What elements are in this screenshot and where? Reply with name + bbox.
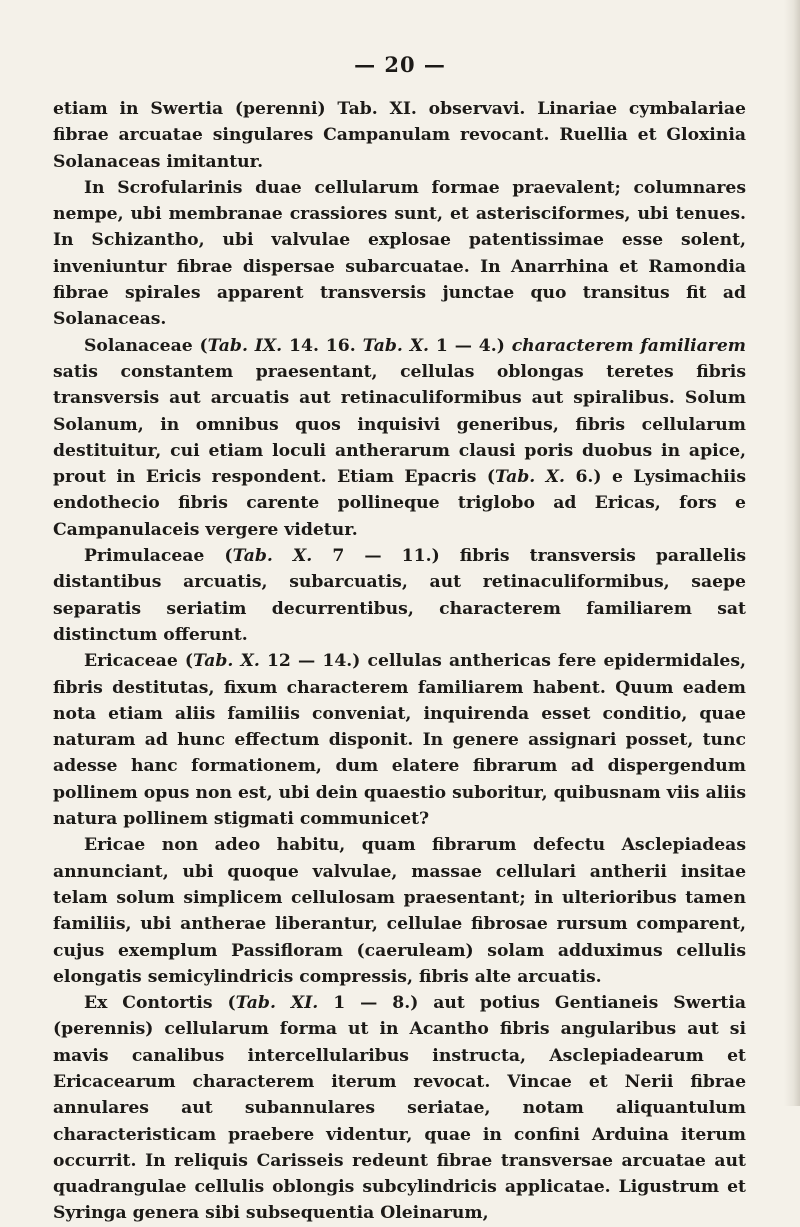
text-run: 14. 16. xyxy=(282,335,363,356)
text-run: Solanaceae ( xyxy=(84,335,208,356)
text-run: Primulaceae ( xyxy=(84,546,233,567)
page-number-header: — 20 — xyxy=(354,52,446,77)
page-edge-shadow xyxy=(784,0,800,1106)
italic-reference: characterem familiarem xyxy=(511,335,746,356)
paragraph xyxy=(53,990,746,1227)
text-run: satis constantem praesentant, cellulas oblongas teretes fibris transversis aut arcuatis aut retinaculiformibus aut spiralibus. Solum Solanum, in omnibus quos inquisivi generibus, fibris cellularum destituitur, cui etiam loculi antherarum clausi poris duobus in apice, prout in Ericis respondent. Etiam Epacris ( xyxy=(53,361,746,488)
text-run: etiam in Swertia (perenni) Tab. XI. observavi. Linariae cymbalariae fibrae arcuatae singulares Campanulam revocant. Ruellia et Gloxinia Solanaceas imitantur. xyxy=(53,99,746,172)
paragraph xyxy=(53,648,746,832)
text-run: 1 — 8.) aut potius Gentianeis Swertia (perennis) cellularum forma ut in Acantho fibris angularibus aut si mavis canalibus intercellularibus instructa, Asclepiadearum et Ericacearum characterem iterum revocat. Vincae et Nerii fibrae annulares aut subannulares seriatae, notam aliquantulum characteristicam praebere videntur, quae in confini Arduina iterum occurrit. In reliquis Carisseis redeunt fibrae transversae arcuatae aut quadrangulae cellulis oblongis subcylindricis applicatae. Ligustrum et Syringa genera sibi subsequentia Oleinarum, xyxy=(53,993,746,1224)
paragraph xyxy=(53,96,746,175)
italic-reference: Tab. X. xyxy=(362,335,430,356)
text-run: 12 — 14.) cellulas anthericas fere epidermidales, fibris destitutas, fixum characterem familiarem habent. Quum eadem nota etiam aliis familiis conveniat, inquirenda esset conditio, quae naturam ad hunc effectum disponit. In genere assignari posset, tunc adesse hanc formationem, dum elatere fibrarum ad dispergendum pollinem opus non est, ubi dein quaestio suboritur, quibusnam viis aliis natura pollinem stigmati communicet? xyxy=(53,651,746,830)
italic-reference: Tab. X. xyxy=(232,546,313,567)
text-run: 6.) e Lysimachiis endothecio fibris carente pollineque triglobo ad Ericas, fors e Campanulaceis vergere videtur. xyxy=(53,467,747,540)
text-run: Ericaceae ( xyxy=(84,651,194,672)
paragraph xyxy=(53,333,746,543)
body-text xyxy=(53,96,746,1227)
text-run: Ex Contortis ( xyxy=(84,993,236,1014)
text-run: In Scrofularinis duae cellularum formae praevalent; columnares nempe, ubi membranae crassiores sunt, et asterisciformes, ubi tenues. In Schizantho, ubi valvulae explosae patentissimae esse solent, inveniuntur fibrae dispersae subarcuatae. In Anarrhina et Ramondia fibrae spirales apparent transversis junctae quo transitus fit ad Solanaceas. xyxy=(53,177,746,330)
text-run: 7 — 11.) fibris transversis parallelis distantibus arcuatis, subarcuatis, aut retinaculiformibus, saepe separatis seriatim decurrentibus, characterem familiarem sat distinctum offerunt. xyxy=(53,546,746,645)
paragraph xyxy=(53,175,746,333)
text-run: Ericae non adeo habitu, quam fibrarum defectu Asclepiadeas annunciant, ubi quoque valvulae, massae cellulari antherii insitae telam solum simplicem cellulosam praesentant; in ulterioribus tamen familiis, ubi antherae liberantur, cellulae fibrosae rursum comparent, cujus exemplum Passifloram (caeruleam) solam adduximus cellulis elongatis semicylindricis compressis, fibris alte arcuatis. xyxy=(53,835,746,987)
paragraph xyxy=(53,832,746,990)
italic-reference: Tab. X. xyxy=(193,651,260,672)
italic-reference: Tab. XI. xyxy=(235,993,319,1014)
italic-reference: Tab. IX. xyxy=(207,335,283,356)
text-run: 1 — 4.) xyxy=(429,335,512,356)
italic-reference: Tab. X. xyxy=(494,467,566,488)
paragraph xyxy=(53,543,746,648)
